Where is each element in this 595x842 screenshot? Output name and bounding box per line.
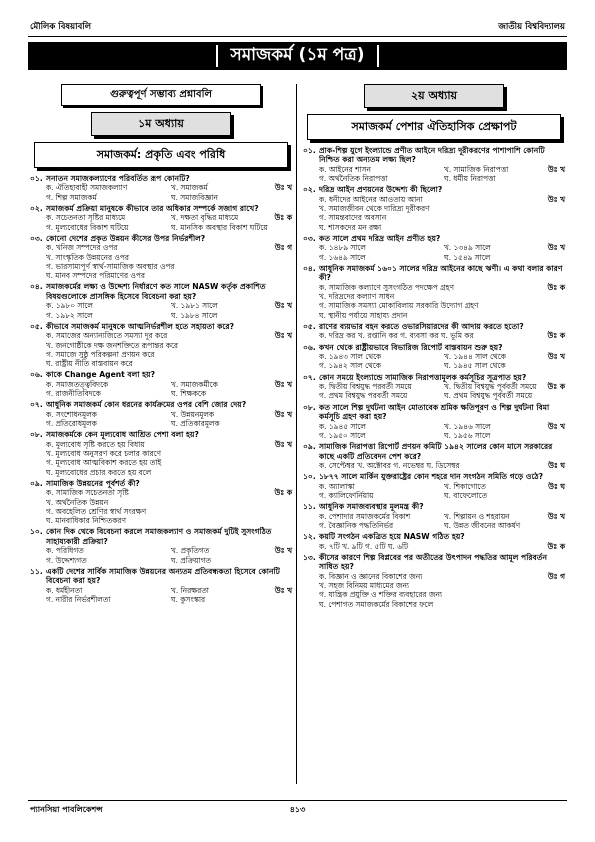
options [303,195,565,232]
options [303,382,565,401]
question-number: ০১. [303,146,316,155]
question-number: ০৪. [303,263,316,273]
header-left: মৌলিক বিষয়াবলি [30,22,92,32]
option: গ. মূল্যবোধের বিকাশ ঘটিয়ে [46,222,129,232]
question-item [303,234,565,262]
option: গ. ভারসাম্যপূর্ণ স্বার্থ-সামাজিক অবস্থার ওপর [46,261,175,271]
option: ঘ. বাফেলোতে [444,491,488,501]
option: ঘ. স্থানীয় পর্যায়ে সাহায্য প্রদান [319,310,408,320]
answer-key: উঃ গ [274,243,292,253]
page-title: সমাজকর্ম (১ম পত্র) [216,45,378,66]
question-stem [30,400,292,409]
option: ঘ. মানবাধিকার নিশ্চিতকরণ [46,516,126,526]
question-stem [303,553,565,572]
footer-rule [28,800,567,801]
question-text: প্রাক-শিল্প যুগে ইংল্যান্ডে প্রণীত আইনে দরিদ্র্য দূরীকরণের পাশাপাশি কোনটি নিশ্চিত করা অন্যতম লক্ষ্য ছিল? [319,146,545,165]
question-stem [303,146,565,165]
options [303,542,565,551]
option: খ. দ্বিতীয় বিশ্বযুদ্ধ পূর্ববর্তী সময়ে [444,382,537,392]
option: ঘ. রাষ্ট্রীয় নীতি বাস্তবায়ন করে [46,359,133,369]
option: গ. অবহেলিত শ্রেণির স্বার্থ সংরক্ষণ [46,506,147,516]
question-text: সমাজকর্মের লক্ষ্য ও উদ্দেশ্য নির্ধারণে কত সালে NASW কর্তৃক প্রকাশিত বিষয়গুলোকে প্রাসঙ্গিক হিসেবে বিবেচনা করা হয়? [46,282,266,301]
question-item [303,146,565,183]
question-item [303,502,565,530]
questions-heading: গুরুত্বপূর্ণ সম্ভাব্য প্রশ্নাবলি [61,84,261,106]
option: খ. সমাজকর্মীকে [171,379,218,389]
option: খ. সামাজিক নিরাপত্তা [444,164,509,174]
question-stem [303,472,565,481]
option: খ. সমাজজীবন থেকে দারিদ্র্য দূরীকরণ [319,204,430,214]
question-text: রাণের ব্যয়ভার বহন করতে ওভারসিয়ারদের কী আদায় করতে হতো? [319,321,524,331]
answer-key: উঃ খ [547,164,565,174]
section-heading-1: সমাজকর্ম: প্রকৃতি এবং পরিধি [34,142,288,168]
header-rule [28,36,567,37]
option: গ. প্রথম বিশ্বযুদ্ধ পরবর্তী সময়ে [319,391,408,401]
options [303,331,565,340]
answer-key: উঃ খ [274,546,292,556]
option: ক. ঐতিহ্যবাহী সমাজকল্যাণ [46,183,128,193]
option: ক. ৭টি খ. ৯টি গ. ৫টি ঘ. ৬টি [319,541,409,551]
question-stem [30,430,292,439]
answer-key: উঃ খ [547,352,565,362]
options [303,283,565,320]
option: গ. রাজনীতিবিদকে [46,389,101,399]
chapter-heading-1: ১ম অধ্যায় [91,112,231,136]
question-stem [303,343,565,352]
question-item [30,567,292,604]
question-item [303,442,565,470]
question-text: ১৮৭৭ সালে মার্কিন যুক্তরাষ্ট্রের কোন শহরে দান সংগঠন সমিতি গড়ে ওঠে? [319,472,543,482]
option: ক. দ্বিতীয় বিশ্বযুদ্ধ পরবর্তী সময়ে [319,382,412,392]
question-number: ০৫. [30,321,43,331]
option: ক. সামাজিক সচেতনতা সৃষ্টি [46,488,129,498]
answer-key: উঃ খ [274,439,292,449]
options [303,165,565,184]
question-text: আধুনিক সমাজকর্ম কোন ধরনের কার্যক্রমের ওপর বেশি জোর দেয়? [46,400,247,410]
option: ঘ. কুসংস্কার [171,595,206,605]
question-list [30,174,292,604]
left-column [30,84,292,606]
answer-key: উঃ ক [547,282,565,292]
options [303,482,565,501]
question-item [30,322,292,368]
answer-key: উঃ খ [274,301,292,311]
option: গ. মূল্যবোধ আত্মবিকাশ করতে হয় তাই [46,458,162,468]
option: ক. অ্যালাস্কা [319,481,355,491]
question-text: কখন থেকে রাষ্ট্রীয়ভাবে বিভারিজ রিপোর্ট বাস্তবায়ন শুরু হয়? [319,342,503,352]
question-stem [30,567,292,586]
option: ক. ধনীদের আইনের আওতায় আনা [319,194,423,204]
option: খ. সাংস্কৃতিক উন্নয়নের ওপর [46,252,129,262]
option: ক. ১৯৪৩ সাল থেকে [319,352,382,362]
answer-key: উঃ খ [274,409,292,419]
option: গ. ১৯৪২ সাল থেকে [319,361,381,371]
options [30,183,292,202]
option: খ. প্রকৃতিগত [171,546,210,556]
question-stem [30,322,292,331]
question-number: ১৩. [303,553,316,562]
option: ক. সমাজের অন্যান্যজিতে সমস্যা দূর করে [46,331,168,341]
option: ঘ. প্রথম বিশ্বযুদ্ধ পূর্ববর্তী সময়ে [444,391,533,401]
question-text: সমাজকর্মকে কেন মূল্যবোধ আশ্রিত পেশা বলা হয়? [46,430,199,440]
options [30,546,292,565]
option: খ. ১৯৪৪ সাল থেকে [444,352,506,362]
option: গ. প্রতিরোধমূলক [46,419,97,429]
answer-key: উঃ খ [547,421,565,431]
option: গ. সামাজিক সমস্যা মোকাবিলায় সরকারি উদ্যোগ গ্রহণ [319,301,479,311]
option: খ. ১৯৪৬ সালে [444,421,491,431]
question-text: আধুনিক সমাজব্যবস্থার মূলমন্ত্র কী? [319,502,424,512]
option: গ. সামন্তবাদের অবসান [319,213,387,223]
question-number: ০৬. [30,370,43,380]
option: গ. সমাজে সুষ্ঠু পরিকল্পনা প্রণয়ন করে [46,349,155,359]
answer-key: উঃ খ [547,194,565,204]
question-number: ০৫. [303,321,316,331]
section-heading-2: সমাজকর্ম পেশার ঐতিহাসিক প্রেক্ষাপট [307,114,561,140]
options [30,440,292,477]
question-item [303,185,565,231]
answer-key: উঃ খ [547,243,565,253]
question-number: ০৯. [30,478,43,488]
question-number: ০৮. [30,430,43,440]
option: খ. মূল্যবোধ অনুসরণ করে চলার কারণে [46,449,162,459]
option: ক. ১৯৮০ সালে [46,301,93,311]
question-item [30,400,292,428]
answer-key: উঃ খ [274,183,292,193]
question-item [30,174,292,202]
question-item [30,370,292,398]
question-number: ০১. [30,174,43,183]
options [30,586,292,605]
question-item [30,234,292,280]
option: ঘ. উন্নত জীবনের আকর্ষণ [444,521,521,531]
option: ক. দরিদ্র কর খ. রপ্তানি কর গ. ব্যবসা কর ঘ. ভূমি কর [319,331,474,341]
option: খ. উন্নয়নমূলক [171,409,215,419]
question-number: ১০. [303,472,316,482]
option: গ. ক্যালিফোর্নিয়ায় [319,491,374,501]
question-text: কোনো দেশের প্রকৃত উন্নয়ন কীসের উপর নির্ভরশীল? [46,233,206,243]
question-text: দরিদ্র আইন প্রণয়নের উদ্দেশ্য কী ছিলো? [319,185,443,195]
question-stem [303,322,565,331]
question-stem [303,403,565,422]
answer-key: উঃ খ [274,585,292,595]
options [30,380,292,399]
option: ক. ধর্মহীনতা [46,585,83,595]
question-item [303,343,565,371]
question-text: কয়টি সংগঠন একত্রিত হয়ে NASW গঠিত হয়? [319,532,465,542]
question-stem [30,479,292,488]
question-item [30,430,292,476]
option: গ. অর্থনৈতিক নিরাপত্তা [319,174,388,184]
option: ঘ. মানব সম্পদের পরিমাণের ওপর [46,271,145,281]
question-number: ১১. [303,502,316,512]
option: ঘ. ১৫৪৯ সালে [444,252,491,262]
question-item [303,472,565,500]
options [30,301,292,320]
option: গ. যান্ত্রিক প্রযুক্তি ও শক্তির ব্যবহারের জন্য [319,590,443,600]
question-stem [30,204,292,213]
answer-key: উঃ ঘ [548,461,565,471]
question-number: ০৩. [30,233,43,243]
question-number: ০৭. [303,372,316,382]
question-number: ০৩. [303,233,316,243]
question-item [303,373,565,401]
option: ক. পরিধিগত [46,546,84,556]
question-text: সমাজকর্ম প্রক্রিয়া মানুষকে কীভাবে তার অধিকার সম্পর্কে সজাগ রাখে? [46,203,259,213]
option: ক. সামাজিক কল্যাণে সুসংগঠিত পদক্ষেপ গ্রহণ [319,282,454,292]
options [303,243,565,262]
option: খ. নিরক্ষরতা [171,585,209,595]
publisher: প্যানসিয়া পাবলিকেশন্স [30,805,103,814]
options [30,410,292,429]
question-item [303,322,565,341]
answer-key: উঃ ঘ [548,481,565,491]
answer-key: উঃ ক [274,488,292,498]
question-number: ১০. [30,527,43,537]
question-stem [303,234,565,243]
options [303,572,565,609]
option: ঘ. প্রক্রিয়াগত [171,555,211,565]
title-banner [28,42,567,70]
option: ক. সচেতনতা সৃষ্টির মাধ্যমে [46,213,126,223]
chapter-heading-2: ২য় অধ্যায় [364,84,504,108]
question-number: ০২. [303,185,316,195]
option: ক. ১৯৪৫ সালে [319,421,366,431]
question-text: কোন দিক থেকে বিবেচনা করলে সমাজকল্যাণ ও সমাজকর্ম দুটিই সুসংগঠিত সাহায্যকারী প্রক্রিয়া? [46,527,272,546]
question-stem [303,373,565,382]
question-number: ০৯. [303,442,316,452]
question-item [303,532,565,551]
answer-key: উঃ ক [547,331,565,341]
option: ক. সমাজতত্ত্ববিদকে [46,379,109,389]
header-right: জাতীয় বিশ্ববিদ্যালয় [498,22,565,32]
option: খ. ১৩৪৯ সালে [444,243,491,253]
option: গ. ১৯৫০ সালে [319,430,366,440]
option: খ. দরিদ্রদের কল্যাণ সাধন [319,292,395,302]
question-stem [30,370,292,379]
option: গ. নারীর নির্ভরশীলতা [46,595,111,605]
option: খ. জনগোষ্ঠীকে দক্ষ জনশক্তিতে রূপান্তর করে [46,340,178,350]
question-stem [30,234,292,243]
option: খ. অর্থনৈতিক উন্নয়ন [46,497,109,507]
answer-key: উঃ ক [547,541,565,551]
option: ঘ. ধর্মীয় নিরাপত্তা [444,174,496,184]
answer-key: উঃ গ [547,571,565,581]
option: ক. আইনের শাসন [319,164,371,174]
options [30,243,292,280]
options [303,461,565,470]
option: গ. বৈজ্ঞানিক পদ্ধতিনির্ভর [319,521,394,531]
options [30,213,292,232]
question-stem [303,532,565,541]
question-item [303,553,565,609]
option: ঘ. মূল্যবোধের প্রচার করতে হয় বলে [46,467,152,477]
option: ঘ. পেশাগত সমাজকর্মের বিকাশের ফলে [319,599,434,609]
options [30,331,292,368]
question-number: ০৮. [303,402,316,412]
answer-key: উঃ ক [274,213,292,223]
question-item [303,264,565,320]
question-item [30,527,292,564]
column-divider [296,84,297,784]
option: ঘ. শাসকদের মন রক্ষা [319,222,382,232]
question-text: কীসের কারণে শিল্প বিপ্লবের পর অতীতের উৎপাদন পদ্ধতির আমূল পরিবর্তন সাধিত হয়? [319,553,548,572]
option: খ. দক্ষতা বৃদ্ধির মাধ্যমে [171,213,239,223]
answer-key: উঃ খ [547,511,565,521]
question-stem [30,282,292,301]
option: ঘ. ১৯৮৪ সালে [171,310,218,320]
option: গ. ১৯৮২ সালে [46,310,93,320]
option: ঘ. মানসিক অবস্থার বিকাশ ঘটিয়ে [171,222,268,232]
option: খ. শিল্পায়ন ও শহরায়ন [444,511,510,521]
option: গ. উদ্দেশ্যগত [46,555,87,565]
question-text: সনাতন সমাজকল্যাণের পরিবর্তিত রূপ কোনটি? [46,174,190,183]
question-text: একটি দেশের সার্বিক সামাজিক উন্নয়নের অন্যতম প্রতিবন্ধকতা হিসেবে কোনটি বিবেচনা করা হয়? [46,566,280,586]
question-list [303,146,565,609]
answer-key: উঃ ক [547,382,565,392]
option: ঘ. ১৯৪৫ সাল থেকে [444,361,506,371]
question-item [30,282,292,319]
option: ক. খনিজ সম্পদের ওপর [46,243,118,253]
question-number: ০৪. [30,282,43,292]
option: খ. ১৯৮১ সালে [171,301,218,311]
question-text: সামাজিক নিরাপত্তা রিপোর্ট প্রণয়ন কমিটি ১৯৪২ সালের কোন মাসে সরকারের কাছে একটি প্রতিবেদন পেশ করে? [319,442,553,461]
option: ঘ. সমাজবিজ্ঞান [171,192,218,202]
options [303,512,565,531]
question-item [303,403,565,440]
option: ঘ. প্রতিকারমূলক [171,419,220,429]
options [303,422,565,441]
option: ক. পেশাদার সমাজকর্মের বিকাশ [319,511,411,521]
question-number: ১২. [303,532,316,542]
option: ঘ. শিক্ষককে [171,389,207,399]
option: খ. সহজ বিনিময় মাধ্যমের জন্য [319,581,410,591]
question-stem [303,264,565,283]
answer-key: উঃ খ [274,331,292,341]
question-item [30,479,292,525]
question-stem [303,442,565,461]
option: খ. সমাজকর্ম [171,183,208,193]
options [303,352,565,371]
question-stem [303,185,565,194]
options [30,488,292,525]
right-column [303,84,565,611]
option: ক. বিজ্ঞান ও জ্ঞানের বিকাশের জন্য [319,571,423,581]
question-number: ০৭. [30,400,43,410]
option: ঘ. ১৯৫৬ সালে [444,430,491,440]
option: ক. সংশোধনমূলক [46,409,97,419]
option: গ. ১৬৪৯ সালে [319,252,366,262]
question-number: ০৬. [303,342,316,352]
option: ক. মূল্যবোধ সৃষ্টি করতে হয় বিধায় [46,439,145,449]
option: গ. শিল্প সমাজকর্ম [46,192,97,202]
question-text: কীভাবে সমাজকর্ম মানুষকে আত্মনির্ভরশীল হতে সহায়তা করে? [46,321,235,331]
answer-key: উঃ খ [274,379,292,389]
question-text: আধুনিক সমাজকর্ম ১৬০১ সালের দরিদ্র আইনের কাছে ঋণী। এ কথা বলার কারণ কী? [319,263,563,283]
question-number: ১১. [30,566,43,576]
question-text: কত সালে শিল্প দুর্ঘটনা আইন মোতাবেক শ্রমিক ক্ষতিপূরণ ও শিল্প দুর্ঘটনা বিমা কর্মসূচি গ্রহণ করা হয়? [319,402,550,422]
question-item [30,204,292,232]
option: খ. শিকাগোতে [444,481,486,491]
question-text: সামাজিক উন্নয়নের পূর্বশর্ত কী? [46,478,140,488]
question-stem [303,502,565,511]
question-number: ০২. [30,203,43,213]
question-text: কোন সময়ে ইংল্যান্ডে সামাজিক নিরাপত্তামূলক কর্মসূচির সূত্রপাত হয়? [319,372,527,382]
option: ক. সেপ্টেম্বর খ. অক্টোবর গ. নভেম্বর ঘ. ডিসেম্বর [319,461,460,471]
question-stem [30,174,292,183]
page-number: ৪১৩ [289,805,306,814]
question-stem [30,527,292,546]
question-text: কাকে Change Agent বলা হয়? [46,370,156,380]
question-text: কত সালে প্রথম দরিদ্র আইন প্রণীত হয়? [319,233,441,243]
option: ক. ১৪৮৯ সালে [319,243,366,253]
